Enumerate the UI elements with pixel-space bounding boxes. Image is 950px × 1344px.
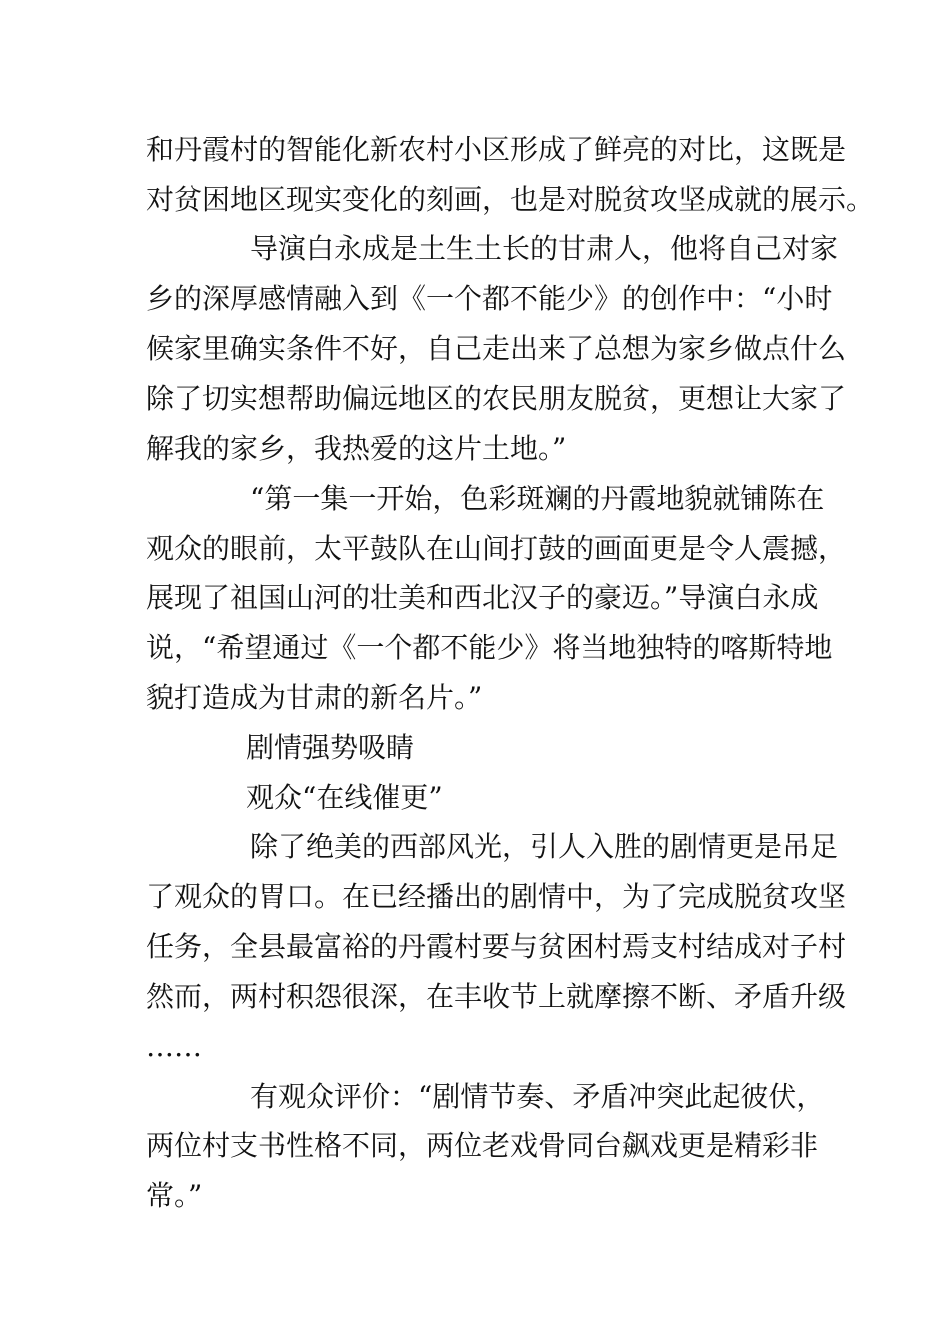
text-line-6: 除了切实想帮助偏远地区的农民朋友脱贫，更想让大家了 xyxy=(146,382,847,415)
text-line-4: 乡的深厚感情融入到《一个都不能少》的创作中：“小时 xyxy=(146,282,833,315)
text-line-1: 和丹霞村的智能化新农村小区形成了鲜亮的对比，这既是 xyxy=(146,133,847,166)
subheading-line-1: 剧情强势吸睛 xyxy=(246,731,415,764)
text-line-3: 导演白永成是土生土长的甘肃人，他将自己对家 xyxy=(250,232,839,265)
text-line-9: 观众的眼前，太平鼓队在山间打鼓的画面更是令人震撼， xyxy=(146,532,847,565)
text-line-20: 有观众评价：“剧情节奏、矛盾冲突此起彼伏， xyxy=(250,1080,825,1113)
text-line-10: 展现了祖国山河的壮美和西北汉子的豪迈。”导演白永成 xyxy=(146,581,819,614)
text-line-22: 常。” xyxy=(146,1179,203,1212)
text-line-12: 貌打造成为甘肃的新名片。” xyxy=(146,681,483,714)
text-line-16: 了观众的胃口。在已经播出的剧情中，为了完成脱贫攻坚 xyxy=(146,880,847,913)
text-line-8: “第一集一开始，色彩斑斓的丹霞地貌就铺陈在 xyxy=(250,482,825,515)
text-line-17: 任务，全县最富裕的丹霞村要与贫困村焉支村结成对子村 xyxy=(146,930,847,963)
text-line-5: 候家里确实条件不好，自己走出来了总想为家乡做点什么 xyxy=(146,332,847,365)
text-line-18: 然而，两村积怨很深，在丰收节上就摩擦不断、矛盾升级 xyxy=(146,980,847,1013)
text-line-19: …… xyxy=(146,1030,202,1063)
text-line-7: 解我的家乡，我热爱的这片土地。” xyxy=(146,432,567,465)
text-line-21: 两位村支书性格不同，两位老戏骨同台飙戏更是精彩非 xyxy=(146,1129,819,1162)
subheading-line-2: 观众“在线催更” xyxy=(246,781,443,814)
text-line-11: 说，“希望通过《一个都不能少》将当地独特的喀斯特地 xyxy=(146,631,833,664)
text-line-15: 除了绝美的西部风光，引人入胜的剧情更是吊足 xyxy=(250,830,839,863)
text-line-2: 对贫困地区现实变化的刻画，也是对脱贫攻坚成就的展示。 xyxy=(146,183,875,216)
